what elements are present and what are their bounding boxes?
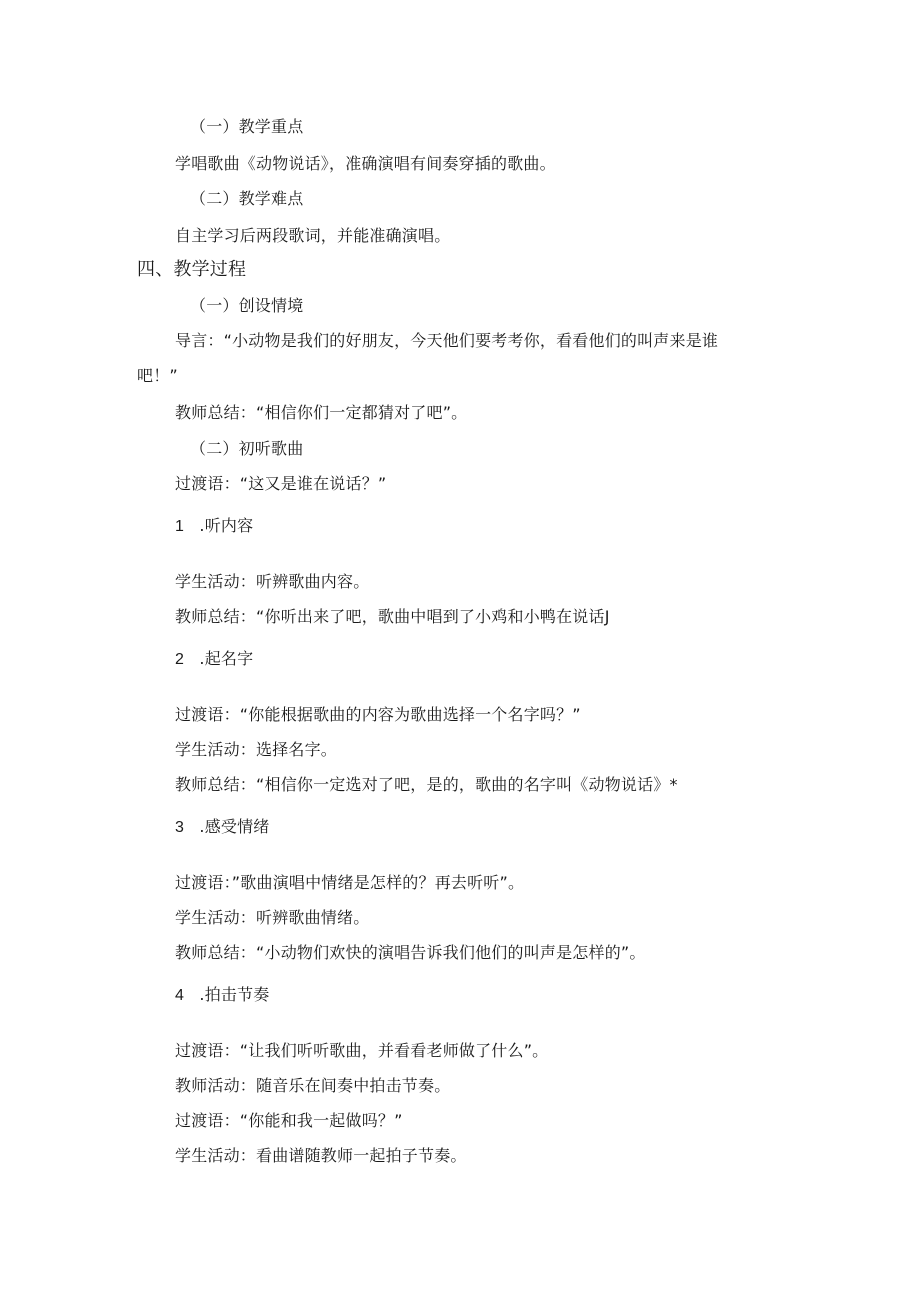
section-four-heading: 四、教学过程 [137,259,247,280]
difficult-point-text: 自主学习后两段歌词，并能准确演唱。 [175,226,451,245]
part1-teacher-summary: 教师总结：“相信你们一定都猜对了吧”。 [175,403,468,422]
step-title: .感受情绪 [199,817,270,836]
step-number: 2 [175,651,185,668]
part1-intro-line2: 吧！” [137,366,178,385]
step-line: 学生活动：选择名字。 [175,740,338,759]
step-heading [175,649,253,670]
step-line: 过渡语：“你能和我一起做吗？” [175,1111,403,1130]
key-point-heading: （一）教学重点 [190,117,304,136]
part2-transition: 过渡语：“这又是谁在说话？” [175,474,387,493]
step-line: 教师总结：“相信你一定选对了吧，是的，歌曲的名字叫《动物说话》* [175,775,678,794]
step-line: 过渡语：”歌曲演唱中情绪是怎样的？再去听听”。 [175,873,525,892]
step-heading [175,985,270,1006]
step-number: 4 [175,987,185,1004]
step-title: .拍击节奏 [199,985,270,1004]
step-line: 学生活动：听辨歌曲内容。 [175,572,370,591]
step-line: 教师活动：随音乐在间奏中拍击节奏。 [175,1076,451,1095]
step-heading [175,817,270,838]
part1-intro-line1: 导言：“小动物是我们的好朋友，今天他们要考考你，看看他们的叫声来是谁 [175,331,719,350]
step-line: 过渡语：“让我们听听歌曲，并看看老师做了什么”。 [175,1041,549,1060]
step-line: 学生活动：听辨歌曲情绪。 [175,908,370,927]
step-line: 教师总结：“小动物们欢快的演唱告诉我们他们的叫声是怎样的”。 [175,943,646,962]
step-line: 学生活动：看曲谱随教师一起拍子节奏。 [175,1146,467,1165]
part2-heading: （二）初听歌曲 [190,439,304,458]
step-title: .听内容 [199,516,254,535]
step-number: 3 [175,819,185,836]
step-title: .起名字 [199,649,254,668]
difficult-point-heading: （二）教学难点 [190,189,304,208]
part1-heading: （一）创设情境 [190,296,304,315]
key-point-text: 学唱歌曲《动物说话》，准确演唱有间奏穿插的歌曲。 [175,154,556,173]
step-heading [175,516,253,537]
step-number: 1 [175,518,185,535]
step-line: 教师总结：“你听出来了吧，歌曲中唱到了小鸡和小鸭在说话J [175,607,610,626]
step-line: 过渡语：“你能根据歌曲的内容为歌曲选择一个名字吗？” [175,705,581,724]
